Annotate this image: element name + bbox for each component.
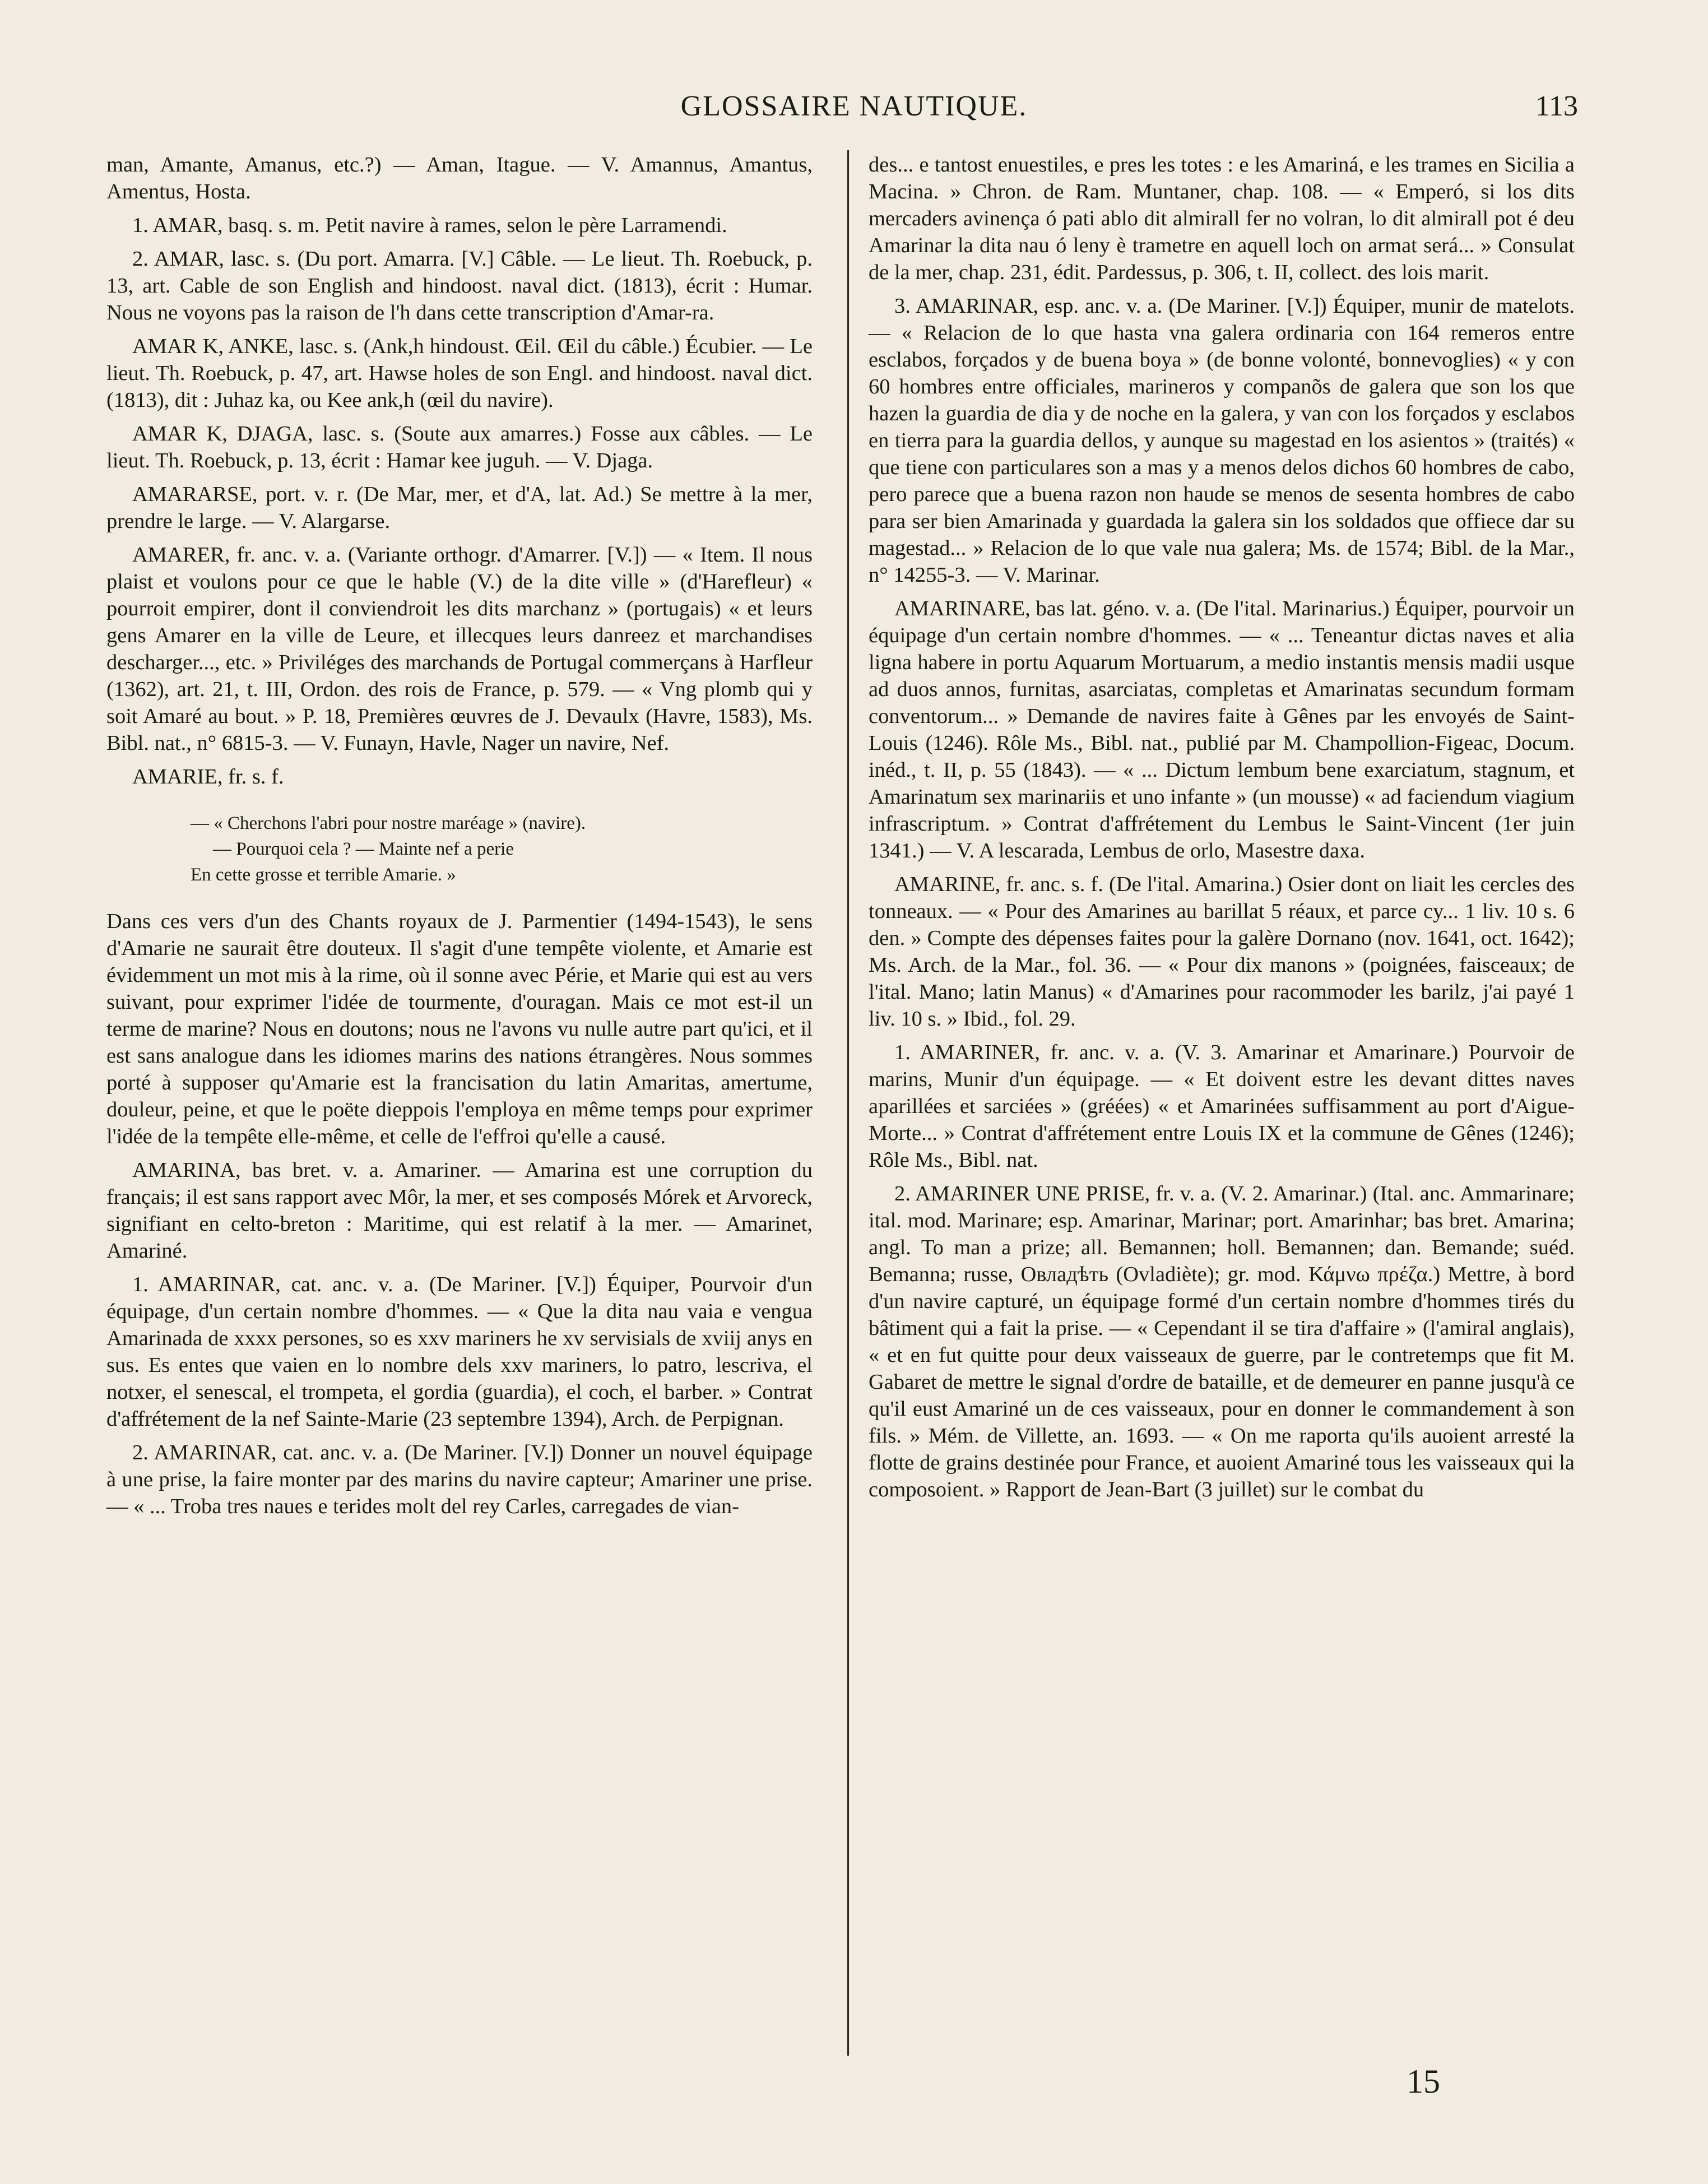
verse-line: — « Cherchons l'abri pour nostre maréage » (navire). (191, 813, 586, 833)
right-column (869, 151, 1575, 1510)
entry-paragraph: 1. AMARINAR, cat. anc. v. a. (De Mariner. [V.]) Équiper, Pourvoir d'un équipage, d'un certain nombre d'hommes. — « Que la dita nau vaia e vengua Amarinada de xxxx persones, so es xxv mariners he xv servisials de xviij anys en sus. Es entes que vaien en lo nombre dels xxv mariners, lo patro, lescriva, el notxer, el senescal, el trompeta, el gordia (guardia), el coch, el barber. » Contrat d'affrétement de la nef Sainte-Marie (23 septembre 1394), Arch. de Perpignan. (106, 1273, 813, 1431)
column-divider (847, 150, 849, 2056)
entry-paragraph: AMARINA, bas bret. v. a. Amariner. — Amarina est une corruption du français; il est sans rapport avec Môr, la mer, et ses composés Mórek et Arvoreck, signifiant en celto-breton : Maritime, qui est relatif à la mer. — Amarinet, Amariné. (106, 1158, 813, 1263)
entry-paragraph: 2. AMAR, lasc. s. (Du port. Amarra. [V.] Câble. — Le lieut. Th. Roebuck, p. 13, art. Cable de son English and hindoost. naval dict. (1813), écrit : Humar. Nous ne voyons pas la raison de l'h dans cette transcription d'Amar-ra. (106, 247, 813, 324)
entry-paragraph: AMARINARE, bas lat. géno. v. a. (De l'ital. Marinarius.) Équiper, pourvoir un équipage d'un certain nombre d'hommes. — « ... Teneantur dictas naves et alia ligna habere in portu Aquarum Mortuarum, a medio instantis mensis madii usque ad duos annos, furnitas, asarciatas, completas et Amarinatas secundum formam conventorum... » Demande de navires faite à Gênes par les envoyés de Saint-Louis (1246). Rôle Ms., Bibl. nat., publié par M. Champollion-Figeac, Docum. inéd., t. II, p. 55 (1843). — « ... Dictum lembum bene exarciatum, stagnum, et Amarinatum sex marinariis et uno infante » (un mousse) « ad faciendum viagium infrascriptum. » Contrat d'affrétement du Lembus le Saint-Vincent (1er juin 1341.) — V. A lescarada, Lembus de orlo, Masestre daxa. (869, 597, 1575, 863)
verse-line: — Pourquoi cela ? — Mainte nef a perie (213, 839, 514, 859)
entry-paragraph: AMARER, fr. anc. v. a. (Variante orthogr. d'Amarrer. [V.]) — « Item. Il nous plaist et voulons pour ce que le hable (V.) de la dite ville » (d'Harefleur) « pourroit empirer, dont il conviendroit les dits marchanz » (portugais) « et leurs gens Amarer en la ville de Leure, et illecques leurs danreez et marchandises descharger..., etc. » Priviléges des marchands de Portugal commerçans à Harfleur (1362), art. 21, t. III, Ordon. des rois de France, p. 579. — « Vng plomb qui y soit Amaré au bout. » P. 18, Premières œuvres de J. Devaulx (Havre, 1583), Ms. Bibl. nat., n° 6815-3. — V. Funayn, Havle, Nager un navire, Nef. (106, 543, 813, 755)
entry-paragraph: Dans ces vers d'un des Chants royaux de J. Parmentier (1494-1543), le sens d'Amarie ne saurait être douteux. Il s'agit d'une tempête violente, et Amarie est évidemment un mot mis à la rime, où il sonne avec Périe, et Marie qui est au vers suivant, pour exprimer l'idée de tourmente, d'ouragan. Mais ce mot est-il un terme de marine? Nous en doutons; nous ne l'avons vu nulle autre part qu'ici, et il est sans analogue dans les idiomes marins des nations étrangères. Nous sommes porté à supposer qu'Amarie est la francisation du latin Amaritas, amertume, douleur, peine, et que le poëte dieppois l'employa en même temps pour exprimer l'idée de la tempête elle-même, et celle de l'effroi qu'elle a causé. (106, 910, 813, 1148)
entry-paragraph: AMARIE, fr. s. f. (132, 765, 284, 789)
entry-paragraph: AMAR K, ANKE, lasc. s. (Ank,h hindoust. Œil. Œil du câble.) Écubier. — Le lieut. Th. Roebuck, p. 47, art. Hawse holes de son Engl. and hindoost. naval dict. (1813), dit : Juhaz ka, ou Kee ank,h (œil du navire). (106, 335, 813, 412)
page-header (0, 90, 1708, 135)
entry-paragraph: des... e tantost enuestiles, e pres les totes : e les Amariná, e les trames en Sicilia a Macina. » Chron. de Ram. Muntaner, chap. 108. — « Emperó, si los dits mercaders avinença ó pati ablo dit almirall fer no volran, lo dit almirall pot é deu Amarinar la dita nau ó leny è trametre en aquell loch on armat será... » Consulat de la mer, chap. 231, édit. Pardessus, p. 306, t. II, collect. des lois marit. (869, 153, 1575, 284)
left-column (106, 151, 813, 1527)
verse-quote (191, 810, 813, 888)
running-title: GLOSSAIRE NAUTIQUE. (680, 90, 1028, 122)
entry-paragraph: 1. AMARINER, fr. anc. v. a. (V. 3. Amarinar et Amarinare.) Pourvoir de marins, Munir d'un équipage. — « Et doivent estre les devant dittes naves aparillées et sarciées » (gréées) « et Amarinées suffisamment au port d'Aigue-Morte... » Contrat d'affrétement entre Louis IX et la commune de Gênes (1246); Rôle Ms., Bibl. nat. (869, 1041, 1575, 1172)
entry-paragraph: 3. AMARINAR, esp. anc. v. a. (De Mariner. [V.]) Équiper, munir de matelots. — « Relacion de lo que hasta vna galera ordinaria con 164 remeros entre esclabos, forçados y de buena boya » (de bonne volonté, bonnevoglies) « y con 60 hombres entre officiales, marineros y companõs de galera que son los que hazen la guardia de dia y de noche en la galera, y van con los forçados y esclabos en tierra para la guardia dellos, y aunque su magestad en los asientos » (traités) « que tiene con particulares son a mas y a menos delos dichos 60 hombres de cabo, pero parece que a buena razon non haude se menos de sesenta hombres de cabo para ser bien Amarinada y guardada la galera sin los soldados que offiece dar su magestad... » Relacion de lo que vale nua galera; Ms. de 1574; Bibl. de la Mar., n° 14255-3. — V. Marinar. (869, 294, 1575, 587)
entry-paragraph: man, Amante, Amanus, etc.?) — Aman, Itague. — V. Amannus, Amantus, Amentus, Hosta. (106, 153, 813, 203)
entry-paragraph: AMARARSE, port. v. r. (De Mar, mer, et d'A, lat. Ad.) Se mettre à la mer, prendre le large. — V. Alargarse. (106, 483, 813, 533)
verse-line: En cette grosse et terrible Amarie. » (191, 865, 456, 885)
signature-mark: 15 (1407, 2063, 1440, 2100)
entry-paragraph: AMAR K, DJAGA, lasc. s. (Soute aux amarres.) Fosse aux câbles. — Le lieut. Th. Roebuck, p. 13, écrit : Hamar kee juguh. — V. Djaga. (106, 422, 813, 472)
page-number: 113 (1535, 90, 1578, 122)
entry-paragraph: 2. AMARINAR, cat. anc. v. a. (De Mariner. [V.]) Donner un nouvel équipage à une prise, la faire monter par des marins du navire capteur; Amariner une prise. — « ... Troba tres naues e terides molt del rey Carles, carregades de vian- (106, 1441, 813, 1518)
entry-paragraph: 2. AMARINER UNE PRISE, fr. v. a. (V. 2. Amarinar.) (Ital. anc. Ammarinare; ital. mod. Marinare; esp. Amarinar, Marinar; port. Amarinhar; bas bret. Amarina; angl. To man a prize; all. Bemannen; holl. Bemannen; dan. Bemande; suéd. Bemanna; russe, Овладѣть (Ovladiète); gr. mod. Κάμνω πρέζα.) Mettre, à bord d'un navire capturé, un équipage formé d'un certain nombre d'hommes tirés du bâtiment qui a fait la prise. — « Cependant il se tira d'affaire » (l'amiral anglais), « et en fut quitte pour deux vaisseaux de guerre, par le contretemps que fit M. Gabaret de mettre le signal d'ordre de bataille, et de demeurer en panne jusqu'à ce qu'il eust Amariné un de ces vaisseaux, pour en donner le commandement à son fils. » Mém. de Villette, an. 1693. — « On me raporta qu'ils auoient arresté la flotte de grains destinée pour France, et auoient Amariné tous les vaisseaux qui la composoient. » Rapport de Jean-Bart (3 juillet) sur le combat du (869, 1182, 1575, 1501)
entry-paragraph: 1. AMAR, basq. s. m. Petit navire à rames, selon le père Larramendi. (132, 214, 727, 237)
entry-paragraph: AMARINE, fr. anc. s. f. (De l'ital. Amarina.) Osier dont on liait les cercles des tonneaux. — « Pour des Amarines au barillat 5 réaux, et parce cy... 1 liv. 10 s. 6 den. » Compte des dépenses faites pour la galère Dornano (nov. 1641, oct. 1642); Ms. Arch. de la Mar., fol. 36. — « Pour dix manons » (poignées, faisceaux; de l'ital. Mano; latin Manus) « d'Amarines pour racommoder les barilz, j'ai payé 1 liv. 10 s. » Ibid., fol. 29. (869, 873, 1575, 1031)
